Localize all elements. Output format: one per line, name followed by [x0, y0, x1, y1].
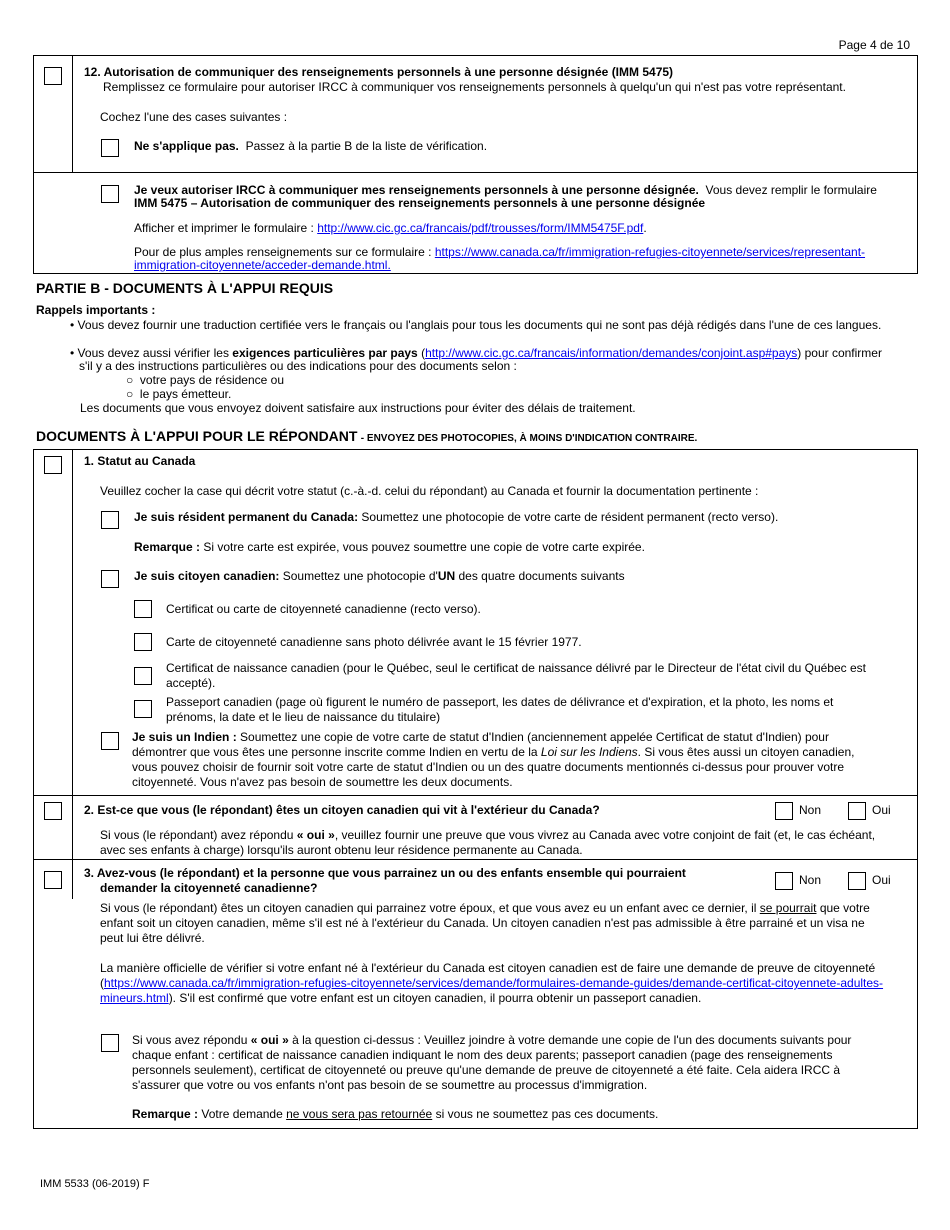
birth-certificate-label-2: accepté). — [166, 676, 216, 690]
reminder-bullet-1: • Vous devez fournir une traduction certifiée vers le français ou l'anglais pour tous les documents qui ne sont pas déjà rédigés dans l'une de ces langues. — [70, 318, 882, 332]
reminder-bullet-2: • Vous devez aussi vérifier les exigences particulières par pays (http://www.cic.gc.ca/francais/information/demandes/conjoint.asp#pays) pour confirmer — [70, 346, 882, 360]
authorize-checkbox[interactable] — [101, 185, 119, 203]
authorize-form-name: IMM 5475 – Autorisation de communiquer des renseignements personnels à une personne désignée — [134, 196, 706, 210]
item-1-title: 1. Statut au Canada — [84, 454, 196, 468]
item-2-no-checkbox[interactable] — [775, 802, 793, 820]
permanent-resident-checkbox[interactable] — [101, 511, 119, 529]
item-2-checkbox[interactable] — [44, 802, 62, 820]
item-3-para-3-line-3: personnels seulement), certificat de citoyenneté ou preuve qu'une demande de preuve de citoyenneté a été faite. Cela aidera IRCC à — [132, 1063, 841, 1077]
authorize-option: Je veux autoriser IRCC à communiquer mes renseignements personnels à une personne désignée. Vous devez remplir le formulaire — [134, 183, 877, 197]
country-requirements-link[interactable]: http://www.cic.gc.ca/francais/information/demandes/conjoint.asp#pays — [425, 346, 798, 360]
item-3-para-2-line-2: (https://www.canada.ca/fr/immigration-refugies-citoyennete/services/demande/formulaires-demande-guides/demande-certificat-citoyennete-adultes- — [100, 976, 884, 990]
citizen-checkbox[interactable] — [101, 570, 119, 588]
section-12-title: 12. Autorisation de communiquer des renseignements personnels à une personne désignée (IMM 5475) — [84, 65, 674, 79]
reminder-bullet-2-cont: s'il y a des instructions particulières ou des indications pour des documents selon : — [79, 359, 517, 373]
representative-link-1[interactable]: https://www.canada.ca/fr/immigration-refugies-citoyennete/services/representant- — [434, 245, 866, 259]
reminders-closing: Les documents que vous envoyez doivent satisfaire aux instructions pour éviter des délais de traitement. — [80, 401, 636, 415]
item-3-para-3-line-2: chaque enfant : certificat de naissance canadien indiquant le nom des deux parents; passeport canadien (page des renseignements — [132, 1048, 833, 1062]
respondent-docs-heading: DOCUMENTS À L'APPUI POUR LE RÉPONDANT - ENVOYEZ DES PHOTOCOPIES, À MOINS D'INDICATION CONTRAIRE. — [36, 428, 698, 444]
item-2-no-label: Non — [799, 803, 822, 817]
citizen-option: Je suis citoyen canadien: Soumettez une photocopie d'UN des quatre documents suivants — [134, 569, 625, 583]
pr-note: Remarque : Si votre carte est expirée, vous pouvez soumettre une copie de votre carte expirée. — [134, 540, 645, 554]
item-3-para-1-line-2: enfant soit un citoyen canadien, même s'il est né à l'extérieur du Canada. Un citoyen canadien n'est pas admissible à être parrainé et un visa ne — [100, 916, 865, 930]
item-3-para-3-line-4: s'assurer que votre ou vos enfants n'ont pas besoin de se soumettre au processus d'immigration. — [132, 1078, 648, 1092]
item-3-para-1-line-1: Si vous (le répondant) êtes un citoyen canadien qui parrainez votre époux, et que vous avez eu un enfant avec ce dernier, il se pourrait que votre — [100, 901, 870, 915]
citizenship-proof-link-1[interactable]: https://www.canada.ca/fr/immigration-refugies-citoyennete/services/demande/formulaires-demande-guides/demande-certificat-citoyennete-adultes- — [104, 976, 884, 990]
more-info-line: Pour de plus amples renseignements sur ce formulaire : https://www.canada.ca/fr/immigration-refugies-citoyennete/services/representant- — [134, 245, 866, 259]
representative-link-2[interactable]: immigration-citoyennete/acceder-demande.html. — [134, 258, 391, 272]
item-3-para-2-line-3: mineurs.html). S'il est confirmé que votre enfant est un citoyen canadien, il pourra obtenir un passeport canadien. — [100, 991, 702, 1005]
item-2-title: 2. Est-ce que vous (le répondant) êtes un citoyen canadien qui vit à l'extérieur du Canada? — [84, 803, 600, 817]
sub-bullet-residence: ○ votre pays de résidence ou — [126, 373, 285, 387]
passport-checkbox[interactable] — [134, 700, 152, 718]
birth-certificate-label-1: Certificat de naissance canadien (pour le Québec, seul le certificat de naissance délivré par le Directeur de l'état civil du Québec est — [166, 661, 866, 675]
indian-status-line-4: citoyenneté. Vous n'avez pas besoin de soumettre les deux documents. — [132, 775, 513, 789]
item-2-yes-checkbox[interactable] — [848, 802, 866, 820]
page-number: Page 4 de 10 — [838, 38, 910, 52]
indian-status-checkbox[interactable] — [101, 732, 119, 750]
item-3-title-2: demander la citoyenneté canadienne? — [100, 881, 318, 895]
item-3-para-3-line-1: Si vous avez répondu « oui » à la question ci-dessus : Veuillez joindre à votre demande une copie de l'un des documents suivants pour — [132, 1033, 852, 1047]
citizenship-certificate-label: Certificat ou carte de citoyenneté canadienne (recto verso). — [166, 602, 481, 616]
reminders-label: Rappels importants : — [36, 303, 156, 317]
item-3-checkbox[interactable] — [44, 871, 62, 889]
print-form-line: Afficher et imprimer le formulaire : http://www.cic.gc.ca/francais/pdf/trousses/form/IMM5475F.pdf. — [134, 221, 647, 235]
passport-label-1: Passeport canadien (page où figurent le numéro de passeport, les dates de délivrance et d'expiration, et la photo, les noms et — [166, 695, 834, 709]
item-2-yes-label: Oui — [872, 803, 891, 817]
section-12-instruction: Cochez l'une des cases suivantes : — [100, 110, 288, 124]
form-code: IMM 5533 (06-2019) F — [40, 1178, 150, 1190]
birth-certificate-checkbox[interactable] — [134, 667, 152, 685]
item-3-title-1: 3. Avez-vous (le répondant) et la personne que vous parrainez un ou des enfants ensemble qui pourraient — [84, 866, 686, 880]
citizenship-proof-link-2[interactable]: mineurs.html — [100, 991, 169, 1005]
indian-status-line-2: démontrer que vous êtes une personne inscrite comme Indien en vertu de la Loi sur les Indiens. Si vous êtes aussi un citoyen canadien, — [132, 745, 855, 759]
section-12-intro: Remplissez ce formulaire pour autoriser IRCC à communiquer vos renseignements personnels à quelqu'un qui n'est pas votre représentant. — [103, 80, 846, 94]
indian-status-line-3: vous pouvez choisir de fournir soit votre carte de statut d'Indien ou un des quatre documents mentionnés ci-dessus pour prouver votre — [132, 760, 845, 774]
item-3-yes-label: Oui — [872, 873, 891, 887]
item-3-no-label: Non — [799, 873, 822, 887]
item-3-no-checkbox[interactable] — [775, 872, 793, 890]
imm5475-link[interactable]: http://www.cic.gc.ca/francais/pdf/trousses/form/IMM5475F.pdf — [317, 221, 644, 235]
indian-status-line-1: Je suis un Indien : Soumettez une copie de votre carte de statut d'Indien (anciennement appelée Certificat de statut d'Indien) pour — [132, 730, 829, 744]
citizenship-card-label: Carte de citoyenneté canadienne sans photo délivrée avant le 15 février 1977. — [166, 635, 582, 649]
sub-bullet-issuer: ○ le pays émetteur. — [126, 387, 232, 401]
permanent-resident-option: Je suis résident permanent du Canada: Soumettez une photocopie de votre carte de résident permanent (recto verso). — [134, 510, 779, 524]
not-applicable-checkbox[interactable] — [101, 139, 119, 157]
citizenship-card-checkbox[interactable] — [134, 633, 152, 651]
item-1-intro: Veuillez cocher la case qui décrit votre statut (c.-à.-d. celui du répondant) au Canada et fournir la documentation pertinente : — [100, 484, 759, 498]
item-3-para-2-line-1: La manière officielle de vérifier si votre enfant né à l'extérieur du Canada est citoyen canadien est de faire une demande de preuve de citoyenneté — [100, 961, 876, 975]
part-b-title: PARTIE B - DOCUMENTS À L'APPUI REQUIS — [36, 280, 334, 296]
item-2-text-2: avec ses enfants à charge) lorsqu'ils auront obtenu leur résidence permanente au Canada. — [100, 843, 583, 857]
item-3-yes-checkbox[interactable] — [848, 872, 866, 890]
passport-label-2: prénoms, la date et le lieu de naissance du titulaire) — [166, 710, 441, 724]
item-2-text-1: Si vous (le répondant) avez répondu « oui », veuillez fournir une preuve que vous vivrez au Canada avec votre conjoint de fait (et, le cas échéant, — [100, 828, 876, 842]
children-docs-checkbox[interactable] — [101, 1034, 119, 1052]
item-1-checkbox[interactable] — [44, 456, 62, 474]
item-3-para-1-line-3: peut lui être délivré. — [100, 931, 205, 945]
item-3-note: Remarque : Votre demande ne vous sera pas retournée si vous ne soumettez pas ces documents. — [132, 1107, 659, 1121]
citizenship-certificate-checkbox[interactable] — [134, 600, 152, 618]
section-12-checkbox[interactable] — [44, 67, 62, 85]
not-applicable-option: Ne s'applique pas. Passez à la partie B de la liste de vérification. — [134, 139, 488, 153]
